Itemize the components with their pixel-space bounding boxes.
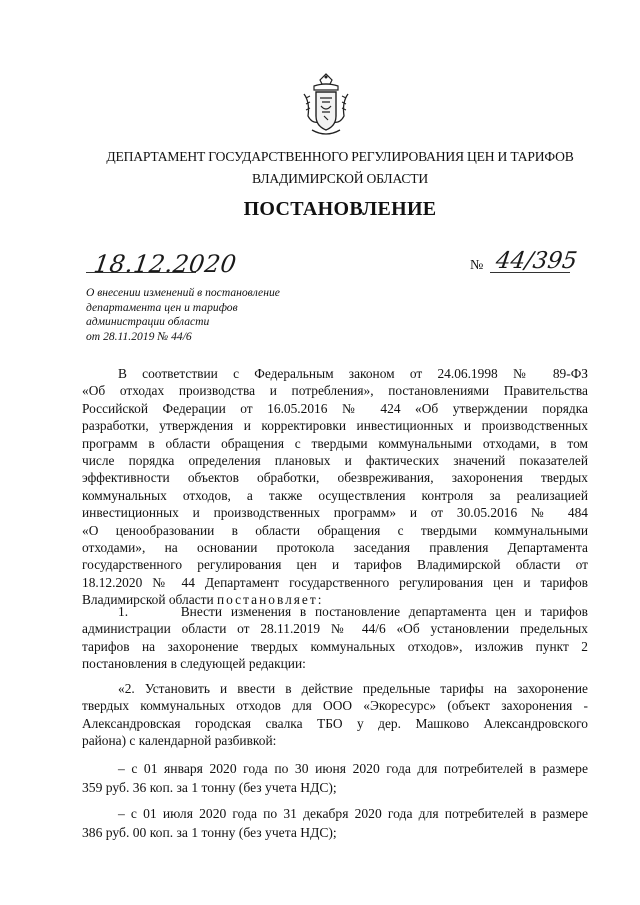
resolves-word: постановляет: [216,592,324,608]
text-line: постановления в следующей редакции: [82,656,306,672]
text-line: твердых коммунальных отходов для ООО «Экоресурс» (объект захоронения - [82,698,588,714]
text-line: коммунальных отходов, а также осуществления контроля за реализацией [82,487,588,503]
text-line: разработки, утверждения и корректировки инвестиционных и производственных [82,418,588,434]
text-line: «О ценообразовании в области обращения с твердыми коммунальными [82,522,588,538]
text-line: 359 руб. 36 коп. за 1 тонну (без учета НДС); [82,780,337,795]
item-1-paragraph [82,603,588,673]
text-line: 386 руб. 00 коп. за 1 тонну (без учета НДС); [82,825,337,840]
subject-line: администрации области [86,315,210,329]
text-line: администрации области от 28.11.2019 № 44/6 «Об установлении предельных [82,621,588,637]
period-1-paragraph [82,759,588,797]
number-label: № [470,258,484,273]
department-name [60,146,620,190]
preamble-paragraph [82,365,588,608]
text-line: инвестиционных и производственных программ» и от 30.05.2016 № 484 [82,505,588,521]
text-line: «2. Установить и ввести в действие предельные тарифы на захоронение [118,681,588,696]
text-line: В соответствии с Федеральным законом от 24.06.1998 № 89-ФЗ [118,366,588,381]
period-2-paragraph [82,804,588,842]
document-date: 18.12.2020 [92,250,239,278]
text-line: программ в области обращения с твердыми коммунальными отходами, в том [82,435,588,451]
text-line: района) с календарной разбивкой: [82,733,277,749]
text-line: числе порядка определения плановых и фактических значений показателей [82,452,588,468]
document-number: 44/395 [494,248,579,274]
item-2-paragraph [82,680,588,750]
document-type-title: ПОСТАНОВЛЕНИЕ [243,198,437,220]
text-line: – с 01 июля 2020 года по 31 декабря 2020 года для потребителей в размере [118,806,588,821]
number-underline [490,272,570,273]
text-line: – с 01 января 2020 года по 30 июня 2020 года для потребителей в размере [118,761,588,776]
date-underline [86,272,196,273]
coat-of-arms-icon [300,72,352,140]
text-line: государственного регулирования цен и тарифов Владимирской области от [82,557,588,573]
subject-line: от 28.11.2019 № 44/6 [86,329,192,343]
text-line: 1. Внести изменения в постановление департамента цен и тарифов [118,604,588,619]
text-line: «Об отходах производства и потребления», постановлениями Правительства [82,383,588,399]
subject-line: департамента цен и тарифов [86,300,238,314]
text-line: 18.12.2020 № 44 Департамент государственного регулирования цен и тарифов [82,574,588,590]
text-line: эффективности объектов обработки, обезвреживания, захоронения твердых [82,470,588,486]
text-line: Александровская городская свалка ТБО у дер. Машково Александровского [82,715,588,731]
text-line: отходами», на основании протокола заседания правления Департамента [82,539,588,555]
text-line: Российской Федерации от 16.05.2016 № 424 «Об утверждении порядка [82,400,588,416]
preamble-last-prefix: Владимирской области [82,592,214,608]
text-line: тарифов на захоронение твердых коммунальных отходов», изложив пункт 2 [82,638,588,654]
department-name-line-2: ВЛАДИМИРСКОЙ ОБЛАСТИ [252,171,428,186]
document-subject [86,286,316,344]
subject-line: О внесении изменений в постановление [86,286,280,299]
department-name-line-1: ДЕПАРТАМЕНТ ГОСУДАРСТВЕННОГО РЕГУЛИРОВАНИЯ ЦЕН И ТАРИФОВ [106,149,574,164]
